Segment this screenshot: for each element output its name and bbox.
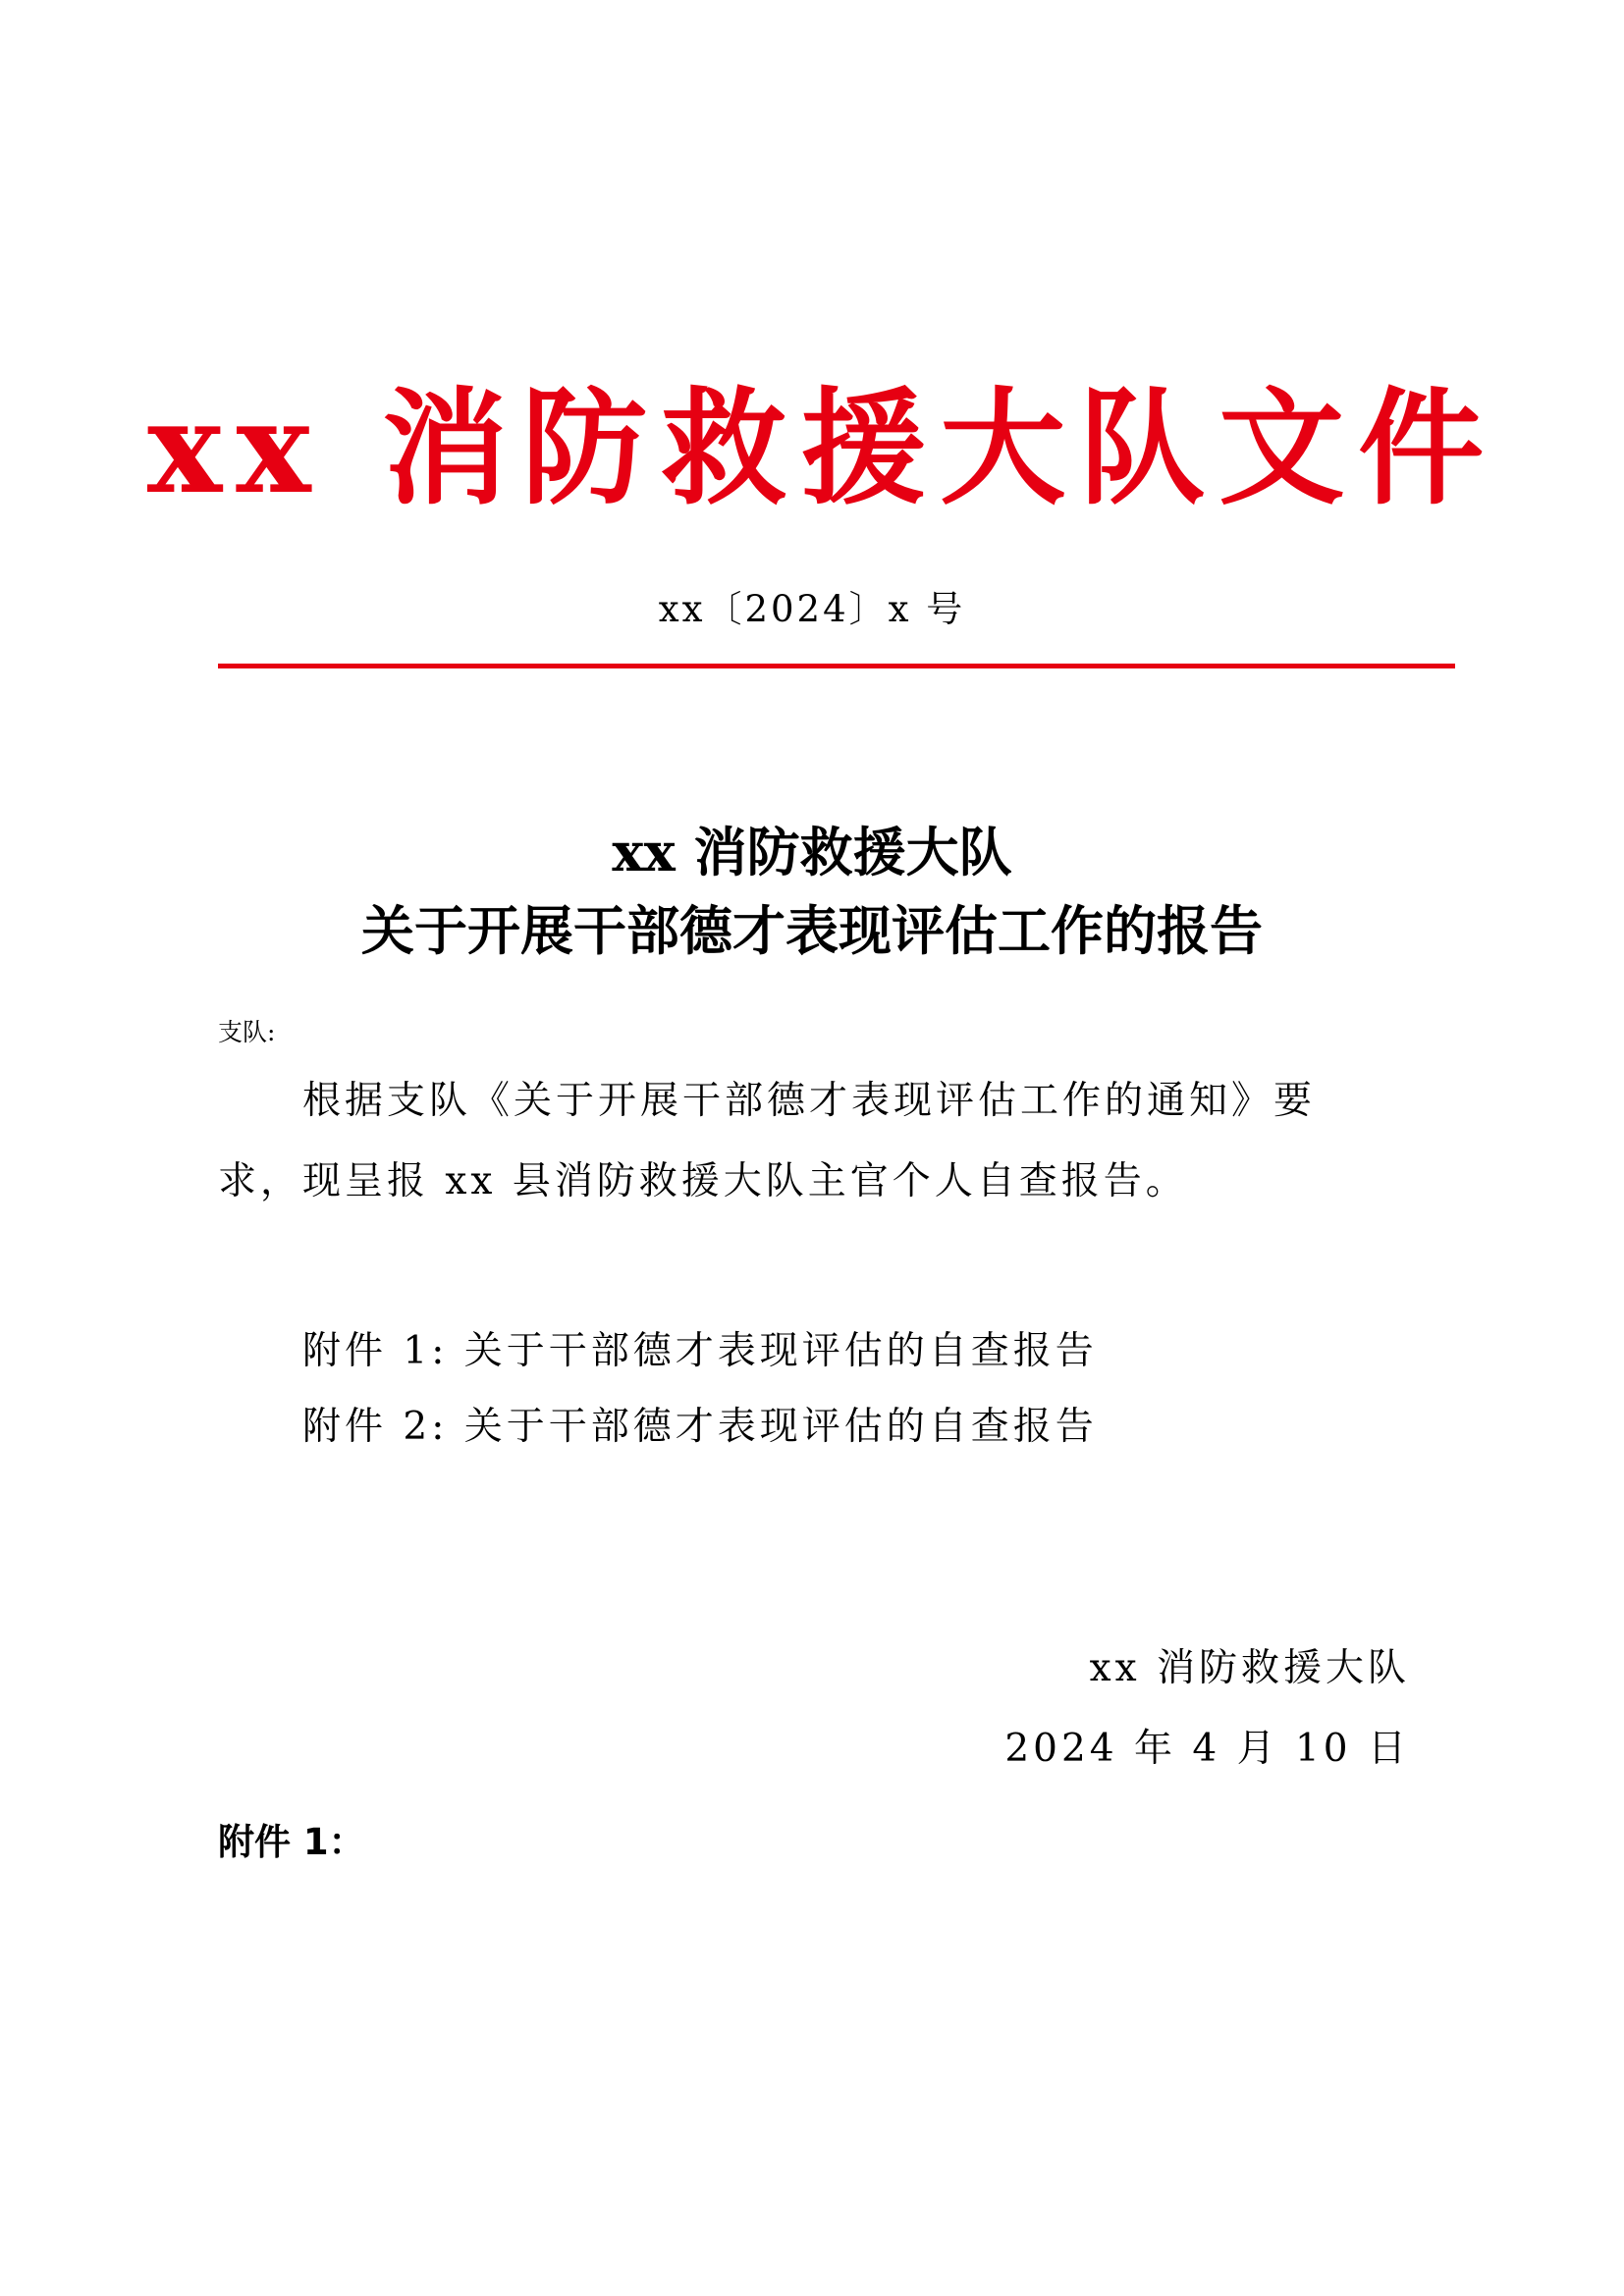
body-paragraph-line-2: 求，现呈报 xx 县消防救援大队主官个人自查报告。 <box>218 1159 1188 1203</box>
document-header-title: xx 消防救援大队文件 <box>147 375 1498 522</box>
header-red-rule <box>218 664 1455 668</box>
appendix-heading: 附件 1： <box>218 1821 365 1863</box>
signature-organization: xx 消防救援大队 <box>1089 1646 1410 1690</box>
attachment-item-1: 附件 1: 关于干部德才表现评估的自查报告 <box>302 1329 1098 1373</box>
salutation: 支队: <box>218 1018 276 1046</box>
report-title-line-2: 关于开展干部德才表现评估工作的报告 <box>361 899 1263 962</box>
document-number: xx〔2024〕x 号 <box>658 588 966 630</box>
body-paragraph-line-1: 根据支队《关于开展干部德才表现评估工作的通知》要 <box>302 1079 1317 1123</box>
signature-date: 2024 年 4 月 10 日 <box>1004 1727 1410 1771</box>
report-title-line-1: xx 消防救援大队 <box>612 821 1012 883</box>
attachment-item-2: 附件 2: 关于干部德才表现评估的自查报告 <box>302 1405 1098 1449</box>
